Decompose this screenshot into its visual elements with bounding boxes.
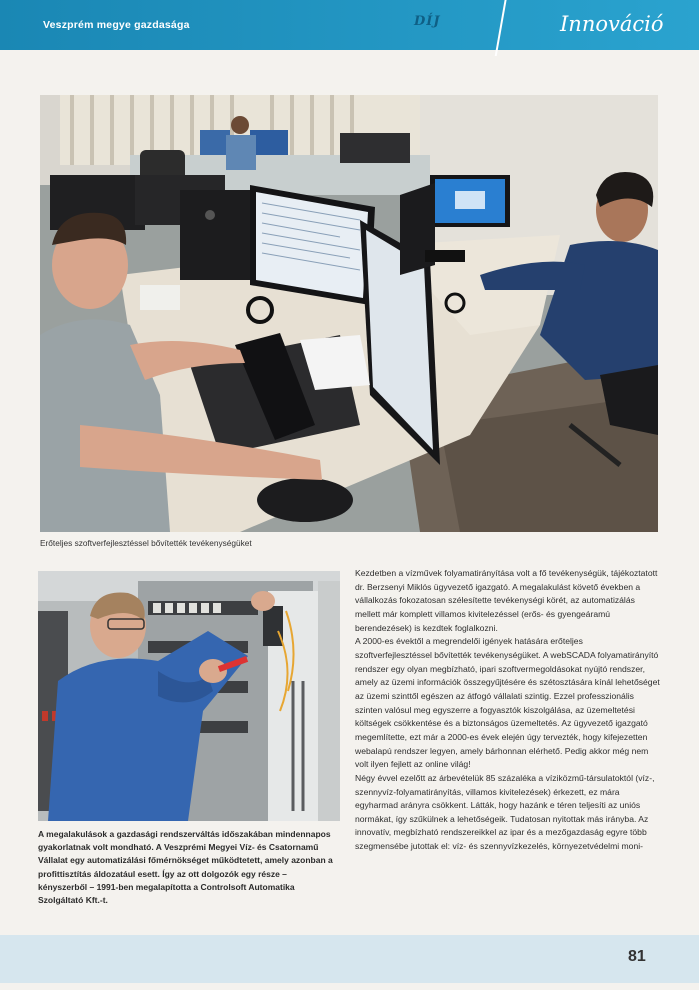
article-paragraph: A 2000-es évektől a megrendelői igények hatására erőteljes szoftverfejlesztéssel bővítették tevékenységüket. A webSCADA folyamatirányító rendszer egy olyan megbízható, ipari szoftvermegoldásokat nyújtó rendszer, amely az üzemi információk összegyűjtésére és szétosztására kínál lehetőséget az üzemi szinttől egészen az átfogó vállalati szintig. Ezzel professzionális szinten valósul meg egyszerre a fogyasztók kiszolgálása, az üzemeltetési költségek csökkentése és a biztonságos üzemeltetés. Az ügyvezető igazgató megemlítette, ezt már a 2000-es évek elején úgy tervezték, hogy kifejezetten webalapú rendszer legyen, amely bárhonnan elérhető. Pedig akkor még nem volt ilyen fejlett az online világ! xyxy=(355,636,660,770)
top-photo-caption: Erőteljes szoftverfejlesztéssel bővítették tevékenységüket xyxy=(40,538,252,548)
page-number: 81 xyxy=(628,948,646,965)
award-label: DÍJ xyxy=(414,14,441,29)
category-title: Innováció xyxy=(560,12,664,36)
page-footer-band xyxy=(0,935,699,983)
header-divider xyxy=(495,0,508,56)
section-title: Veszprém megye gazdasága xyxy=(43,19,190,31)
technician-photo-caption: A megalakulások a gazdasági rendszerváltás időszakában mindennapos gyakorlatnak volt mondható. A Veszprémi Megyei Víz- és Csatornamű Vállalat egy automatizálási főmérnökséget működtetett, amely azonban a profittisztítás áldozatául esett. Így az ott dolgozók egy része – kényszerből – 1991-ben megalapította a Controlsoft Automatika Szolgáltató Kft.-t. xyxy=(38,829,333,905)
article-paragraph: Négy évvel ezelőtt az árbevételük 85 százaléka a víziközmű-társulatoktól (víz-, szennyvíz-folyamatirányítás, villamos kivitelezések) érkezett, ez mára egyharmad arányra csökkent. Látták, hogy hazánk e téren teljesíti az uniós normákat, így szűkülnek a lehetőségeik. Tudatosan nyitottak más irányba. Az innovatív, megbízható rendszereikkel az ipar és a mezőgazdaság egyre több szegmensébe jutottak el: víz- és szennyvízkezelés, környezetvédelmi moni- xyxy=(355,772,655,852)
article-body xyxy=(355,567,660,854)
page-header xyxy=(0,0,699,50)
article-paragraph: Kezdetben a vízművek folyamatirányítása volt a fő tevékenységük, tájékoztatott dr. Berzsenyi Miklós ügyvezető igazgató. A megalakulást követő években a vállalkozás fokozatosan szélesítette tevékenységi körét, az automatizálás mellett már komplett villamos kivitelezéssel (erős- és gyengeáramú berendezések) is kezdtek foglalkozni. xyxy=(355,568,658,633)
office-photo xyxy=(40,95,658,532)
technician-photo xyxy=(38,571,340,821)
